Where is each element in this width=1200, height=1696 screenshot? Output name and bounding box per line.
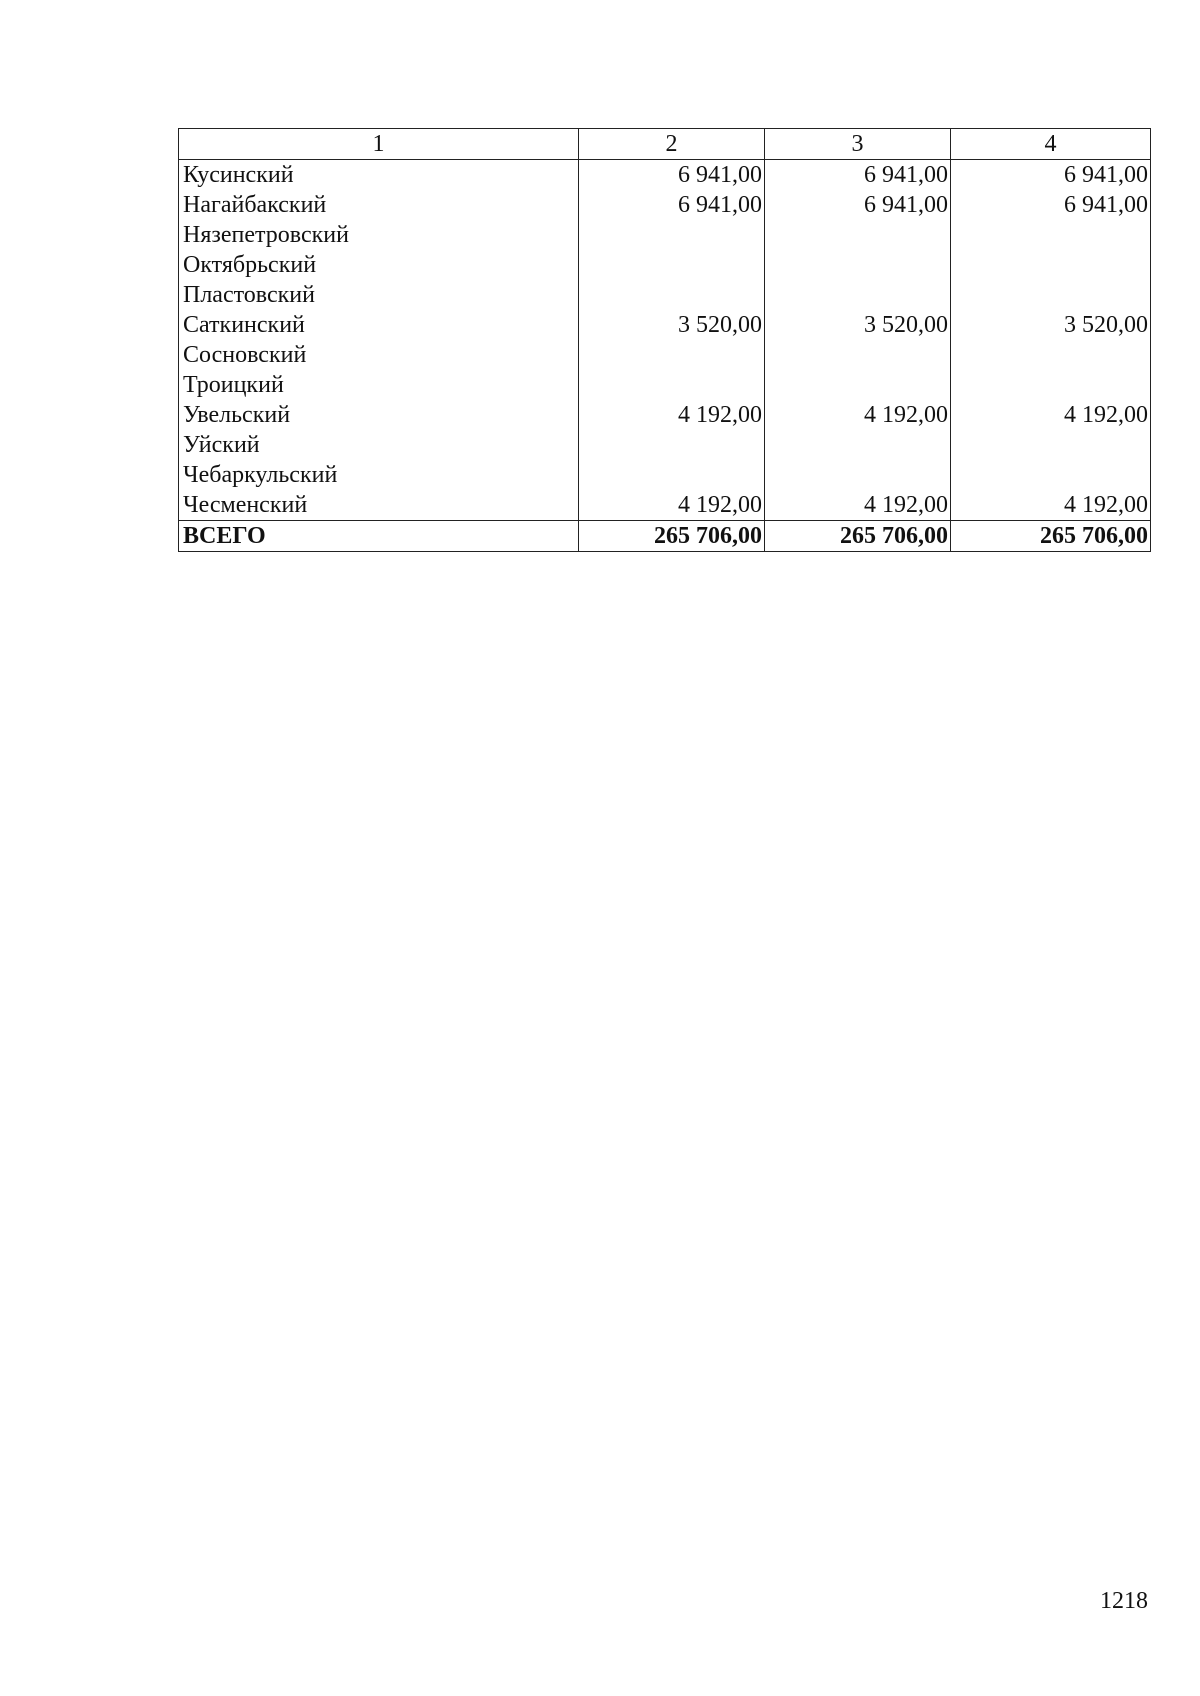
value-col-3: [765, 280, 951, 310]
district-name: Кусинский: [179, 160, 579, 191]
table-row: [179, 310, 1151, 340]
district-name: Нагайбакский: [179, 190, 579, 220]
table-row: [179, 460, 1151, 490]
value-col-3: [765, 370, 951, 400]
value-col-2: [579, 280, 765, 310]
value-col-4: [951, 370, 1151, 400]
district-name: Сосновский: [179, 340, 579, 370]
header-row: [179, 129, 1151, 160]
value-col-4: 3 520,00: [951, 310, 1151, 340]
value-col-4: 4 192,00: [951, 490, 1151, 521]
value-col-3: [765, 340, 951, 370]
value-col-2: 3 520,00: [579, 310, 765, 340]
district-name: Саткинский: [179, 310, 579, 340]
value-col-3: [765, 430, 951, 460]
column-header-1: 1: [179, 129, 579, 160]
value-col-2: 6 941,00: [579, 160, 765, 191]
total-label: ВСЕГО: [179, 521, 579, 552]
table-row: [179, 490, 1151, 521]
value-col-4: [951, 340, 1151, 370]
district-name: Октябрьский: [179, 250, 579, 280]
value-col-4: 6 941,00: [951, 160, 1151, 191]
value-col-4: [951, 250, 1151, 280]
value-col-3: 3 520,00: [765, 310, 951, 340]
page-number: 1218: [1100, 1588, 1148, 1614]
table-row: [179, 280, 1151, 310]
value-col-4: [951, 430, 1151, 460]
value-col-2: 6 941,00: [579, 190, 765, 220]
value-col-2: 4 192,00: [579, 400, 765, 430]
district-name: Увельский: [179, 400, 579, 430]
table-row: [179, 430, 1151, 460]
table-row: [179, 190, 1151, 220]
table-row: [179, 250, 1151, 280]
district-name: Пластовский: [179, 280, 579, 310]
district-name: Троицкий: [179, 370, 579, 400]
value-col-4: 6 941,00: [951, 190, 1151, 220]
value-col-3: 6 941,00: [765, 160, 951, 191]
table-row: [179, 160, 1151, 191]
table-row: [179, 370, 1151, 400]
district-name: Уйский: [179, 430, 579, 460]
value-col-4: [951, 220, 1151, 250]
column-header-3: 3: [765, 129, 951, 160]
district-name: Чесменский: [179, 490, 579, 521]
value-col-3: 4 192,00: [765, 490, 951, 521]
value-col-2: [579, 220, 765, 250]
value-col-2: [579, 460, 765, 490]
table-row: [179, 340, 1151, 370]
district-name: Чебаркульский: [179, 460, 579, 490]
value-col-2: [579, 430, 765, 460]
column-header-4: 4: [951, 129, 1151, 160]
total-col-3: 265 706,00: [765, 521, 951, 552]
value-col-4: [951, 280, 1151, 310]
column-header-2: 2: [579, 129, 765, 160]
district-name: Нязепетровский: [179, 220, 579, 250]
value-col-3: [765, 220, 951, 250]
value-col-4: [951, 460, 1151, 490]
total-row: [179, 521, 1151, 552]
value-col-3: 6 941,00: [765, 190, 951, 220]
value-col-3: [765, 250, 951, 280]
value-col-2: [579, 250, 765, 280]
table-row: [179, 220, 1151, 250]
total-col-2: 265 706,00: [579, 521, 765, 552]
value-col-3: 4 192,00: [765, 400, 951, 430]
value-col-3: [765, 460, 951, 490]
value-col-2: [579, 370, 765, 400]
total-col-4: 265 706,00: [951, 521, 1151, 552]
table-row: [179, 400, 1151, 430]
value-col-2: 4 192,00: [579, 490, 765, 521]
budget-table: [178, 128, 1151, 552]
value-col-4: 4 192,00: [951, 400, 1151, 430]
value-col-2: [579, 340, 765, 370]
